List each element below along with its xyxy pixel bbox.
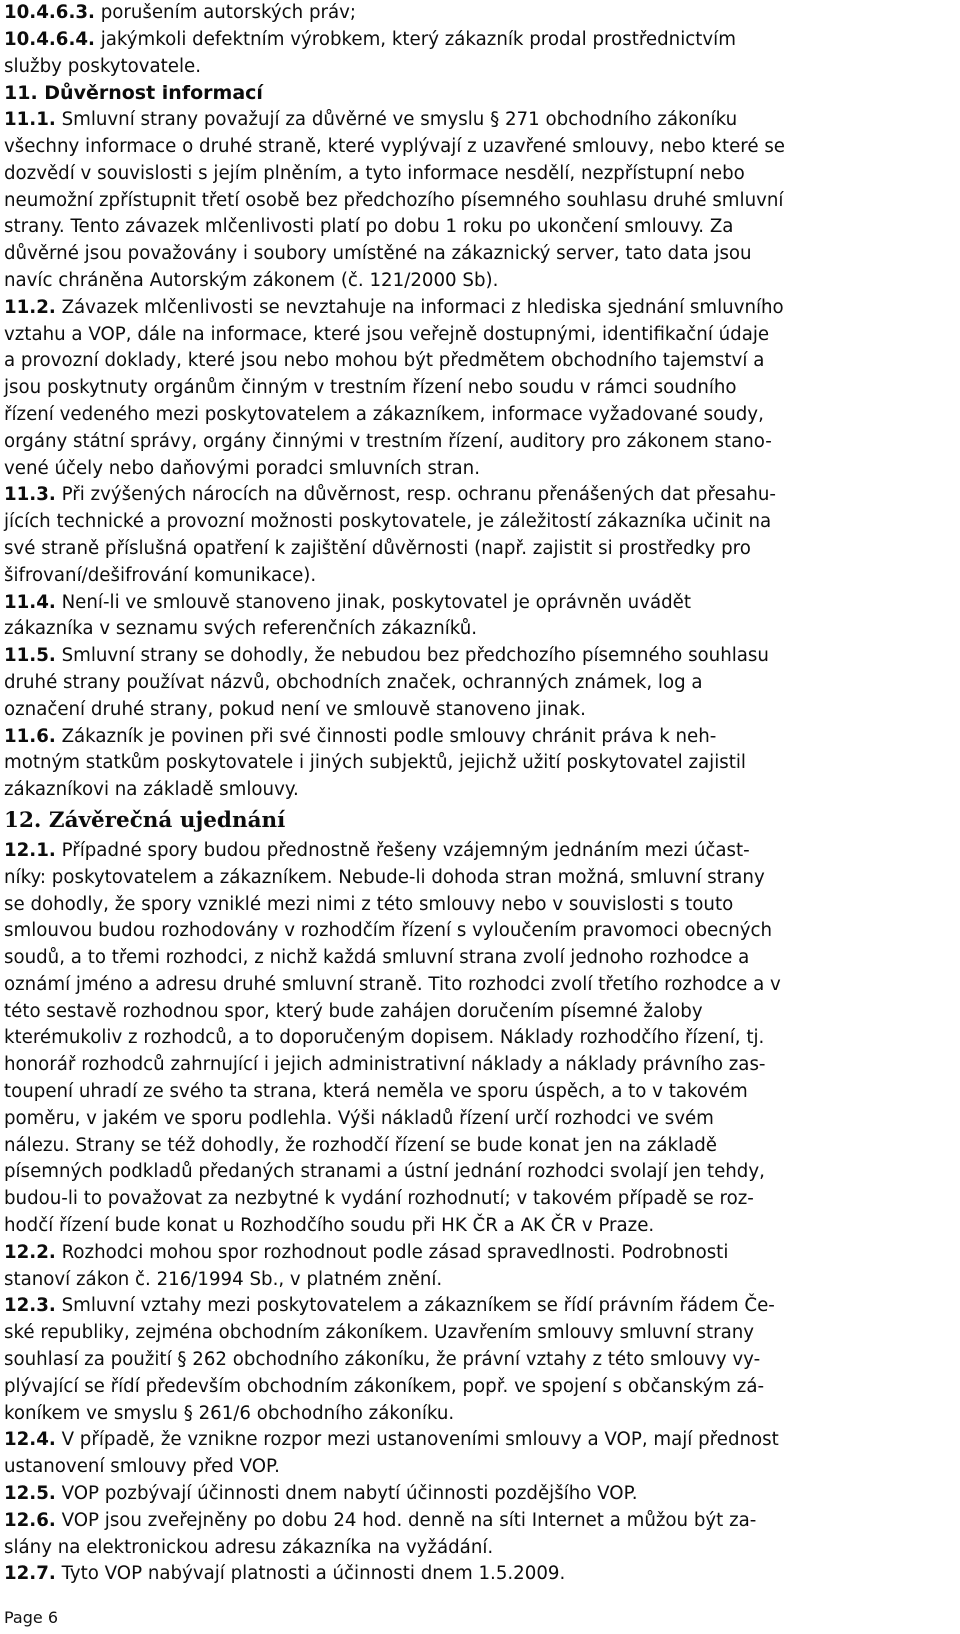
section-heading	[4, 804, 956, 838]
clause-number: 12.4.	[4, 1429, 56, 1451]
clause-text: motným statkům poskytovatele i jiných subjektů, jejichž užití poskytovatel zajistil	[4, 752, 746, 774]
clause-number: 12.6.	[4, 1509, 56, 1531]
text-line	[4, 429, 956, 456]
clause-number: 12.2.	[4, 1241, 56, 1263]
text-line	[4, 134, 956, 161]
clause-text: smlouvou budou rozhodovány v rozhodčím řízení s vyloučením pravomoci obecných	[4, 920, 773, 942]
text-line	[4, 322, 956, 349]
clause-text: Smluvní strany považují za důvěrné ve smyslu § 271 obchodního zákoníku	[55, 109, 738, 131]
text-line	[4, 1481, 956, 1508]
clause-number: 12.1.	[4, 839, 56, 861]
clause-text: dozvědí v souvislosti s jejím plněním, a tyto informace nesdělí, nezpřístupní nebo	[4, 162, 745, 184]
text-line	[4, 536, 956, 563]
clause-text: stanoví zákon č. 216/1994 Sb., v platném znění.	[4, 1268, 443, 1290]
clause-number: 11.3.	[4, 484, 56, 506]
text-line	[4, 509, 956, 536]
clause-text: zákazníka v seznamu svých referenčních zákazníků.	[4, 618, 478, 640]
text-line	[4, 188, 956, 215]
text-line	[4, 482, 956, 509]
text-line	[4, 0, 956, 27]
clause-text: toupení uhradí ze svého ta strana, která neměla ve sporu úspěch, a to v takovém	[4, 1081, 748, 1103]
clause-text: poměru, v jakém ve sporu podlehla. Výši nákladů řízení určí rozhodci ve svém	[4, 1107, 714, 1129]
clause-text: ustanovení smlouvy před VOP.	[4, 1456, 280, 1478]
clause-text: služby poskytovatele.	[4, 55, 201, 77]
text-line	[4, 1186, 956, 1213]
text-line	[4, 616, 956, 643]
clause-text: Tyto VOP nabývají platnosti a účinnosti dnem 1.5.2009.	[55, 1563, 566, 1585]
clause-text: vztahu a VOP, dále na informace, které jsou veřejně dostupnými, identifikační údaje	[4, 323, 770, 345]
text-line	[4, 214, 956, 241]
text-line	[4, 1374, 956, 1401]
text-line	[4, 999, 956, 1026]
clause-text: slány na elektronickou adresu zákazníka na vyžádání.	[4, 1536, 494, 1558]
text-line	[4, 945, 956, 972]
clause-text: Smluvní strany se dohodly, že nebudou bez předchozího písemného souhlasu	[55, 645, 769, 667]
text-line	[4, 590, 956, 617]
clause-text: Případné spory budou přednostně řešeny vzájemným jednáním mezi účast-	[55, 839, 750, 861]
text-line	[4, 1535, 956, 1562]
text-line	[4, 892, 956, 919]
clause-text: jících technické a provozní možnosti poskytovatele, je záležitostí zákazníka učinit na	[4, 511, 772, 533]
clause-text: své straně příslušná opatření k zajištění důvěrnosti (např. zajistit si prostředky pro	[4, 537, 751, 559]
text-line	[4, 1561, 956, 1588]
clause-text: a provozní doklady, které jsou nebo mohou být předmětem obchodního tajemství a	[4, 350, 765, 372]
clause-number: 11.6.	[4, 725, 56, 747]
clause-text: porušením autorských práv;	[94, 2, 357, 23]
text-line	[4, 1079, 956, 1106]
text-line	[4, 1427, 956, 1454]
clause-number: 12.5.	[4, 1483, 56, 1505]
text-line	[4, 838, 956, 865]
text-line	[4, 107, 956, 134]
clause-text: označení druhé strany, pokud není ve smlouvě stanoveno jinak.	[4, 698, 586, 720]
clause-text: důvěrné jsou považovány i soubory umístěné na zákaznický server, tato data jsou	[4, 243, 752, 265]
text-line	[4, 27, 956, 54]
clause-text: VOP jsou zveřejněny po dobu 24 hod. denně na síti Internet a můžou být za-	[55, 1509, 757, 1531]
clause-text: Smluvní vztahy mezi poskytovatelem a zákazníkem se řídí právním řádem Če-	[55, 1295, 775, 1317]
clause-text: hodčí řízení bude konat u Rozhodčího soudu při HK ČR a AK ČR v Praze.	[4, 1215, 655, 1237]
text-line	[4, 750, 956, 777]
clause-text: strany. Tento závazek mlčenlivosti platí po dobu 1 roku po ukončení smlouvy. Za	[4, 216, 734, 238]
clause-text: Rozhodci mohou spor rozhodnout podle zásad spravedlnosti. Podrobnosti	[55, 1241, 729, 1263]
text-line	[4, 402, 956, 429]
text-line	[4, 161, 956, 188]
text-line	[4, 54, 956, 81]
clause-text: navíc chráněna Autorským zákonem (č. 121/2000 Sb).	[4, 269, 499, 291]
text-line	[4, 1159, 956, 1186]
clause-text: plývající se řídí především obchodním zákoníkem, popř. ve spojení s občanským zá-	[4, 1375, 765, 1397]
text-line	[4, 1267, 956, 1294]
clause-number: 10.4.6.4.	[4, 28, 95, 50]
clause-text: všechny informace o druhé straně, které vyplývají z uzavřené smlouvy, nebo které se	[4, 135, 785, 157]
clause-text: Závazek mlčenlivosti se nevztahuje na informaci z hlediska sjednání smluvního	[55, 296, 784, 318]
clause-number: 12.3.	[4, 1295, 56, 1317]
clause-text: Při zvýšených nárocích na důvěrnost, resp. ochranu přenášených dat přesahu-	[55, 484, 776, 506]
text-line	[4, 1401, 956, 1428]
clause-text: písemných podkladů předaných stranami a ústní jednání rozhodci svolají jen tehdy,	[4, 1161, 765, 1183]
text-line	[4, 670, 956, 697]
clause-text: Zákazník je povinen při své činnosti podle smlouvy chránit práva k neh-	[55, 725, 717, 747]
heading-text: 12. Závěrečná ujednání	[4, 807, 286, 833]
clause-text: V případě, že vznikne rozpor mezi ustanoveními smlouvy a VOP, mají přednost	[55, 1429, 779, 1451]
text-line	[4, 268, 956, 295]
clause-text: neumožní zpřístupnit třetí osobě bez předchozího písemného souhlasu druhé smluvní	[4, 189, 784, 211]
clause-text: níky: poskytovatelem a zákazníkem. Nebude-li dohoda stran možná, smluvní strany	[4, 866, 765, 888]
clause-number: 11.1.	[4, 109, 56, 131]
text-line	[4, 724, 956, 751]
clause-text: této sestavě rozhodnou spor, který bude zahájen doručením písemné žaloby	[4, 1000, 703, 1022]
clause-text: se dohodly, že spory vzniklé mezi nimi z této smlouvy nebo v souvislosti s touto	[4, 893, 734, 915]
text-line	[4, 1454, 956, 1481]
clause-text: VOP pozbývají účinnosti dnem nabytí účinnosti pozdějšího VOP.	[55, 1483, 638, 1505]
text-line	[4, 972, 956, 999]
clause-text: nálezu. Strany se též dohodly, že rozhodčí řízení se bude konat jen na základě	[4, 1134, 717, 1156]
section-heading	[4, 80, 956, 107]
text-line	[4, 295, 956, 322]
text-line	[4, 1213, 956, 1240]
text-line	[4, 697, 956, 724]
text-line	[4, 1025, 956, 1052]
clause-text: ské republiky, zejména obchodním zákoníkem. Uzavřením smlouvy smluvní strany	[4, 1322, 755, 1344]
clause-text: koníkem ve smyslu § 261/6 obchodního zákoníku.	[4, 1402, 455, 1424]
text-line	[4, 241, 956, 268]
clause-text: kterémukoliv z rozhodců, a to doporučeným dopisem. Náklady rozhodčího řízení, tj.	[4, 1027, 765, 1049]
clause-number: 10.4.6.3.	[4, 2, 95, 23]
text-line	[4, 1240, 956, 1267]
clause-number: 11.5.	[4, 645, 56, 667]
document-body	[4, 0, 956, 1588]
clause-text: jakýmkoli defektním výrobkem, který zákazník prodal prostřednictvím	[94, 28, 736, 50]
text-line	[4, 777, 956, 804]
clause-number: 11.2.	[4, 296, 56, 318]
clause-text: zákazníkovi na základě smlouvy.	[4, 779, 299, 801]
text-line	[4, 456, 956, 483]
clause-text: honorář rozhodců zahrnující i jejich administrativní náklady a náklady právního zas-	[4, 1054, 766, 1076]
clause-text: řízení vedeného mezi poskytovatelem a zákazníkem, informace vyžadované soudy,	[4, 403, 764, 425]
text-line	[4, 563, 956, 590]
clause-number: 11.4.	[4, 591, 56, 613]
clause-text: orgány státní správy, orgány činnými v trestním řízení, auditory pro zákonem stano-	[4, 430, 772, 452]
clause-text: druhé strany používat názvů, obchodních značek, ochranných známek, log a	[4, 671, 703, 693]
text-line	[4, 1347, 956, 1374]
text-line	[4, 1508, 956, 1535]
clause-text: soudů, a to třemi rozhodci, z nichž každá smluvní strana zvolí jednoho rozhodce a	[4, 947, 750, 969]
clause-text: vené účely nebo daňovými poradci smluvních stran.	[4, 457, 480, 479]
clause-text: oznámí jméno a adresu druhé smluvní straně. Tito rozhodci zvolí třetího rozhodce a v	[4, 973, 781, 995]
clause-text: Není-li ve smlouvě stanoveno jinak, poskytovatel je oprávněn uvádět	[55, 591, 691, 613]
text-line	[4, 1052, 956, 1079]
clause-text: budou-li to považovat za nezbytné k vydání rozhodnutí; v takovém případě se roz-	[4, 1188, 754, 1210]
text-line	[4, 643, 956, 670]
text-line	[4, 865, 956, 892]
text-line	[4, 1106, 956, 1133]
text-line	[4, 918, 956, 945]
text-line	[4, 1320, 956, 1347]
text-line	[4, 1133, 956, 1160]
text-line	[4, 348, 956, 375]
clause-number: 12.7.	[4, 1563, 56, 1585]
clause-text: souhlasí za použití § 262 obchodního zákoníku, že právní vztahy z této smlouvy vy-	[4, 1349, 761, 1371]
clause-text: šifrovaní/dešifrování komunikace).	[4, 564, 317, 586]
text-line	[4, 375, 956, 402]
heading-text: 11. Důvěrnost informací	[4, 82, 263, 105]
text-line	[4, 1293, 956, 1320]
clause-text: jsou poskytnuty orgánům činným v trestním řízení nebo soudu v rámci soudního	[4, 377, 737, 399]
page-number: Page 6	[4, 1608, 58, 1627]
